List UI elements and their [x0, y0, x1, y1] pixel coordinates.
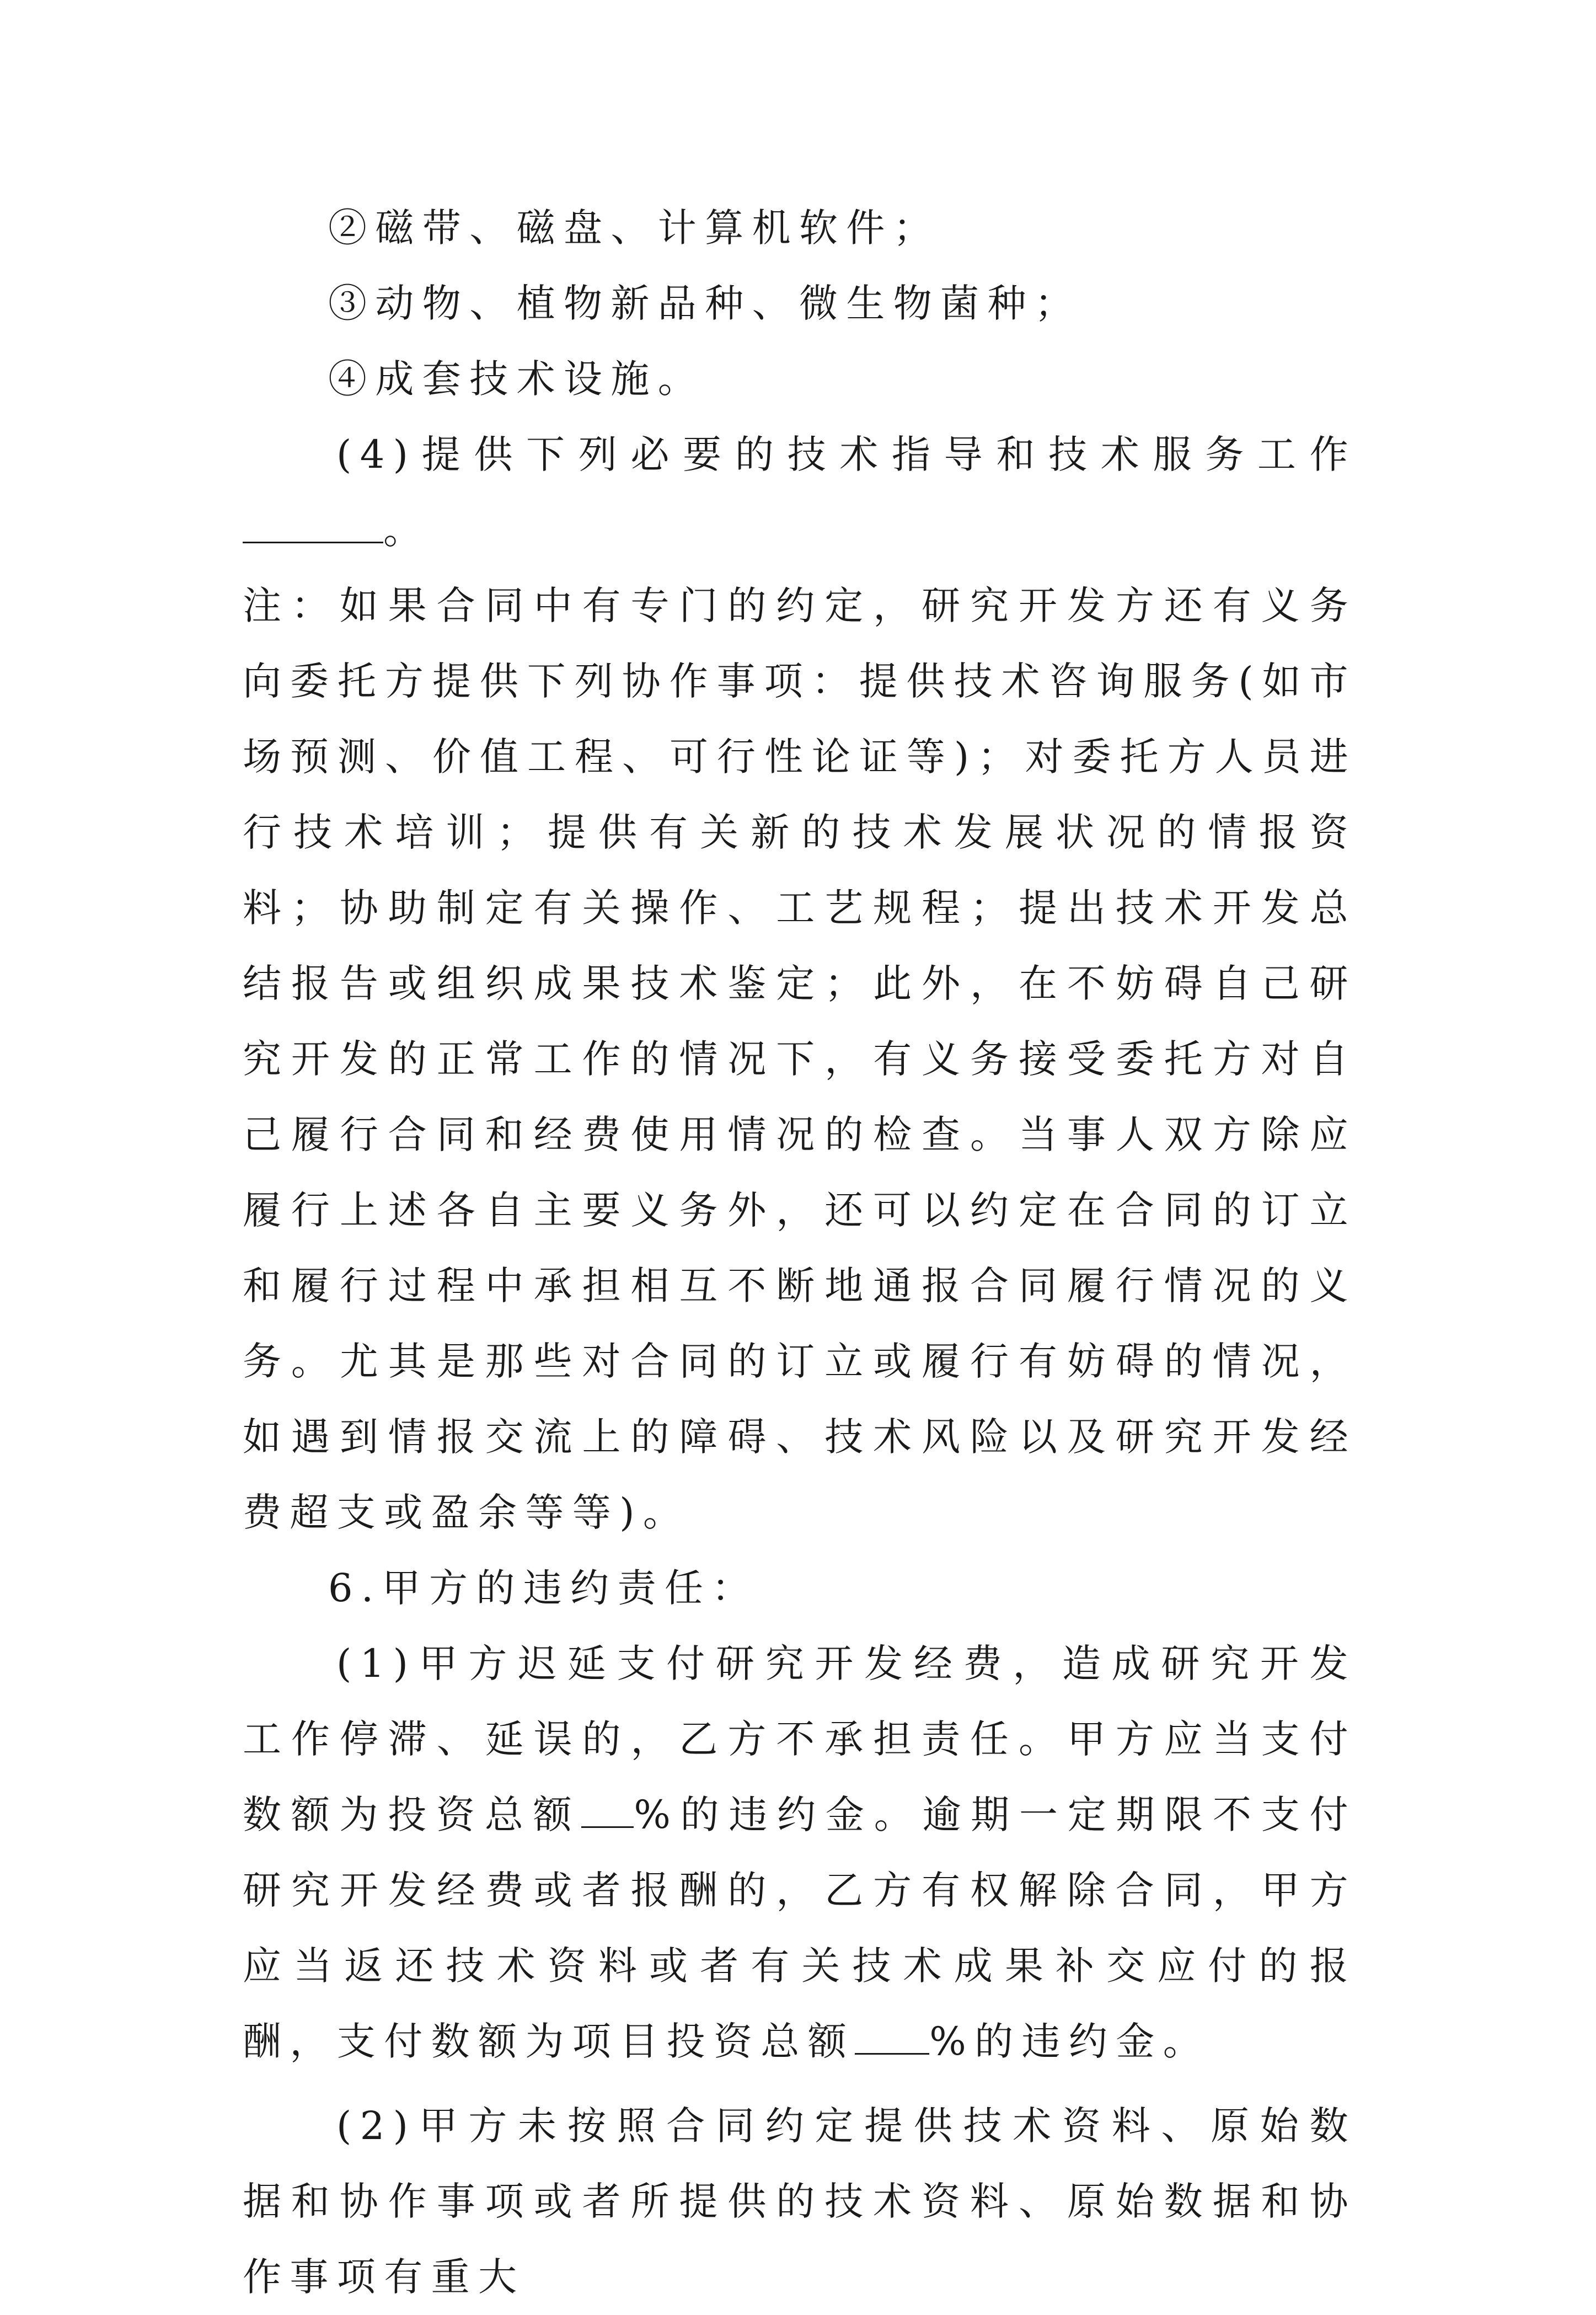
clause-6-1-part2: %的违约金。逾期一定期限不支付研究开发经费或者报酬的，乙方有权解除合同，甲方应当返还技术资料或者有关技术成果补交应付的报酬，支付数额为项目投资总额 [243, 1792, 1357, 2064]
clause-4-text: (4)提供下列必要的技术指导和技术服务工作 [336, 432, 1357, 477]
paragraph-gap [243, 2079, 1357, 2088]
note-paragraph: 注：如果合同中有专门的约定，研究开发方还有义务向委托方提供下列协作事项：提供技术咨询服务(如市场预测、价值工程、可行性论证等)；对委托方人员进行技术培训；提供有关新的技术发展状况的情报资料；协助制定有关操作、工艺规程；提出技术开发总结报告或组织成果技术鉴定；此外，在不妨碍自己研究开发的正常工作的情况下，有义务接受委托方对自己履行合同和经费使用情况的检查。当事人双方除应履行上述各自主要义务外，还可以约定在合同的订立和履行过程中承担相互不断地通报合同履行情况的义务。尤其是那些对合同的订立或履行有妨碍的情况，如遇到情报交流上的障碍、技术风险以及研究开发经费超支或盈余等等)。 [243, 583, 1357, 1535]
list-item: ②磁带、磁盘、计算机软件； [328, 205, 941, 250]
clause-6-2: (2)甲方未按照合同约定提供技术资料、原始数据和协作事项或者所提供的技术资料、原始数据和协作事项有重大 [243, 2103, 1357, 2300]
fill-blank [581, 1795, 634, 1828]
clause-6-1-part1: (1)甲方迟延支付研究开发经费，造成研究开发工作停滞、延误的，乙方不承担责任。甲方应当支付数额为投资总额 [243, 1641, 1357, 1837]
list-item: ④成套技术设施。 [328, 356, 705, 402]
fill-blank [243, 511, 383, 543]
list-item: ③动物、植物新品种、微生物菌种； [328, 281, 1082, 326]
clause-4-end: 。 [383, 507, 431, 553]
fill-blank [855, 2022, 929, 2055]
clause-4 [243, 417, 1357, 568]
clause-6-1 [243, 1626, 1357, 2079]
document-body [243, 190, 1357, 2315]
section-heading: 6.甲方的违约责任： [328, 1565, 759, 1611]
clause-6-1-part3: %的违约金。 [929, 2019, 1211, 2064]
